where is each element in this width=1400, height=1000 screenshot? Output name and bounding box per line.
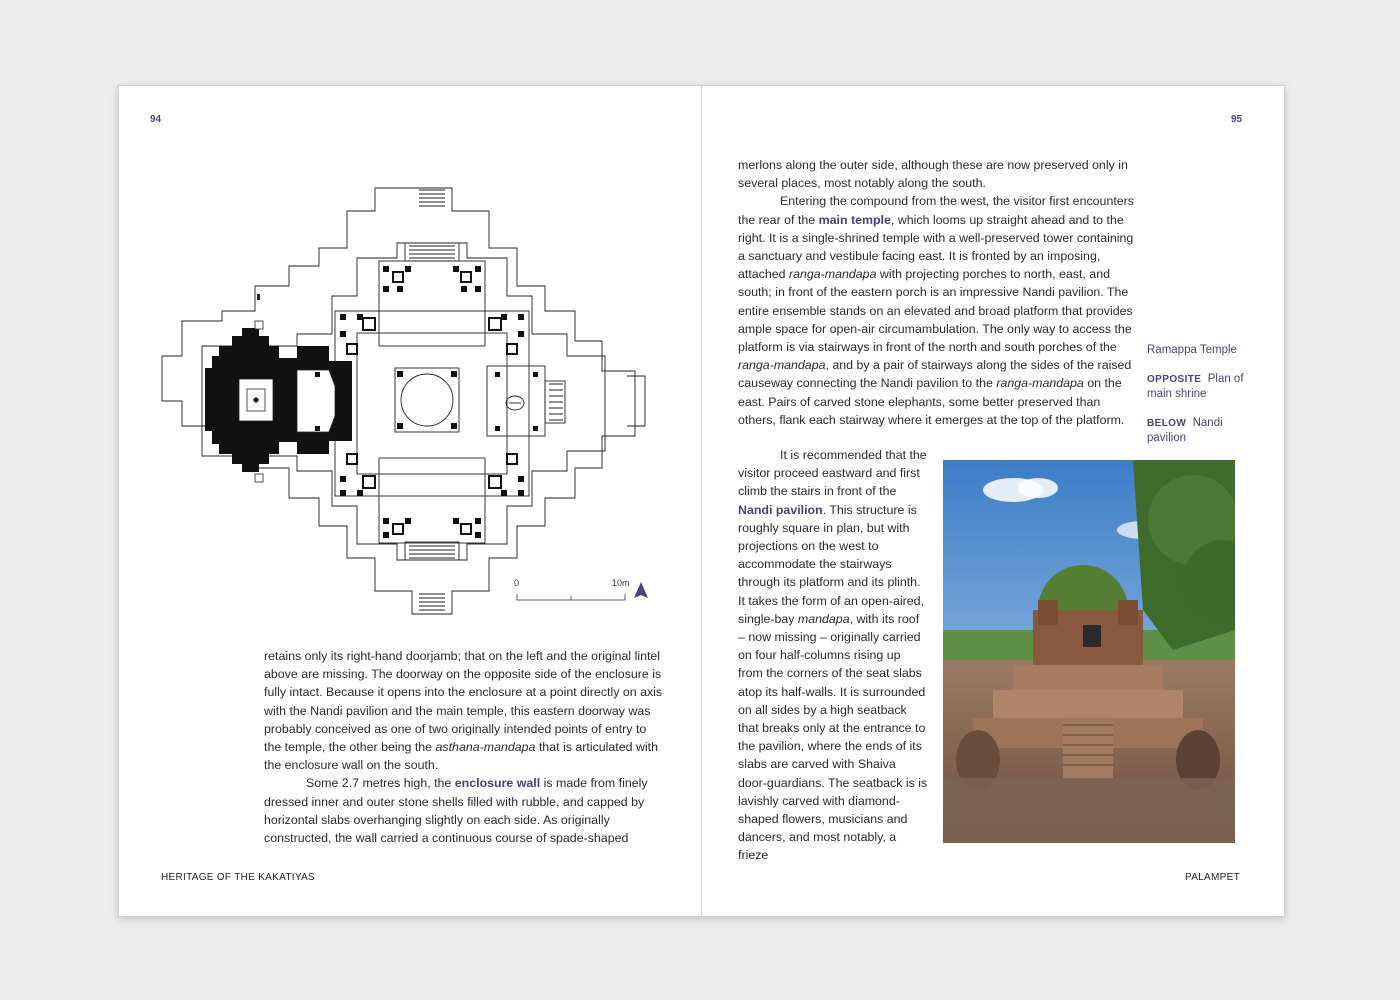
right-page-narrow-column bbox=[738, 446, 928, 865]
north-arrow-icon bbox=[634, 582, 648, 598]
left-paragraph-1: retains only its right-hand doorjamb; that on the left and the original lintel above are missing. The doorway on the opposite side of the enclosure is fully intact. Because it opens into the enclosure at a point directly on axis with the Nandi pavilion and the main temple, this eastern doorway was probably conceived as one of two originally intended points of entry to the temple, the other being the asthana-mandapa that is articulated with the enclosure wall on the south. bbox=[264, 649, 663, 773]
nandi-pavilion-term: Nandi pavilion bbox=[738, 502, 823, 517]
book-spread bbox=[118, 85, 1285, 917]
left-paragraph-2: Some 2.7 metres high, the enclosure wall is made from finely dressed inner and outer stone shells filled with rubble, and capped by horizontal slabs overhanging slightly on each side. As originally constructed, the wall carried a continuous course of spade-shaped bbox=[264, 776, 648, 846]
enclosure-wall-term: enclosure wall bbox=[454, 776, 541, 791]
right-page-body bbox=[738, 156, 1134, 429]
caption-block bbox=[1147, 343, 1257, 446]
caption-opposite: OPPOSITE Plan of main shrine bbox=[1147, 373, 1244, 400]
right-page-footer: PALAMPET bbox=[1185, 872, 1241, 883]
left-page-number: 94 bbox=[150, 114, 162, 125]
scale-end-label: 10m bbox=[612, 578, 630, 588]
left-page-footer: HERITAGE OF THE KAKATIYAS bbox=[161, 872, 316, 883]
nandi-pavilion-photo bbox=[943, 460, 1235, 843]
right-page-number: 95 bbox=[1231, 114, 1243, 125]
left-page-body bbox=[264, 647, 664, 847]
temple-plan-drawing bbox=[157, 186, 669, 621]
right-paragraph-1: merlons along the outer side, although these are now preserved only in several places, most notably along the south. bbox=[738, 158, 1128, 191]
right-paragraph-2: Entering the compound from the west, the visitor first encounters the rear of the main temple, which looms up straight ahead and to the right. It is a single-shrined temple with a well-preserved tower containing a sanctuary and vestibule facing east. It is fronted by an imposing, attached ranga-mandapa with projecting porches to north, east, and south; in front of the eastern porch is an impressive Nandi pavilion. The entire ensemble stands on an elevated and broad platform that provides ample space for open-air circumambulation. The only way to access the platform is via stairways in front of the north and south porches of the ranga-mandapa, and by a pair of stairways along the sides of the raised causeway connecting the Nandi pavilion to the ranga-mandapa on the east. Pairs of carved stone elephants, some better preserved than others, flank each stairway where it emerges at the top of the platform. bbox=[738, 194, 1134, 427]
scale-bar bbox=[514, 578, 630, 600]
right-paragraph-3: It is recommended that the visitor proceed eastward and first climb the stairs in front of the Nandi pavilion. This structure is roughly square in plan, but with projections on the west to accommodate the stairways through its platform and its plinth. It takes the form of an open-aired, single-bay mandapa, with its roof – now missing – originally carried on four half-columns rising up from the corners of the seat slabs atop its half-walls. It is surrounded on all sides by a high seatback that breaks only at the entrance to the pavilion, where the ends of its slabs are carved with Shaiva door-guardians. The seatback is is lavishly carved with diamond-shaped flowers, musicians and dancers, and most notably, a frieze bbox=[738, 448, 928, 863]
gutter-divider bbox=[701, 86, 702, 916]
main-temple-term: main temple bbox=[818, 212, 891, 227]
caption-title: Ramappa Temple bbox=[1147, 344, 1237, 356]
caption-below: BELOW Nandi pavilion bbox=[1147, 417, 1223, 444]
scale-zero-label: 0 bbox=[514, 578, 520, 588]
